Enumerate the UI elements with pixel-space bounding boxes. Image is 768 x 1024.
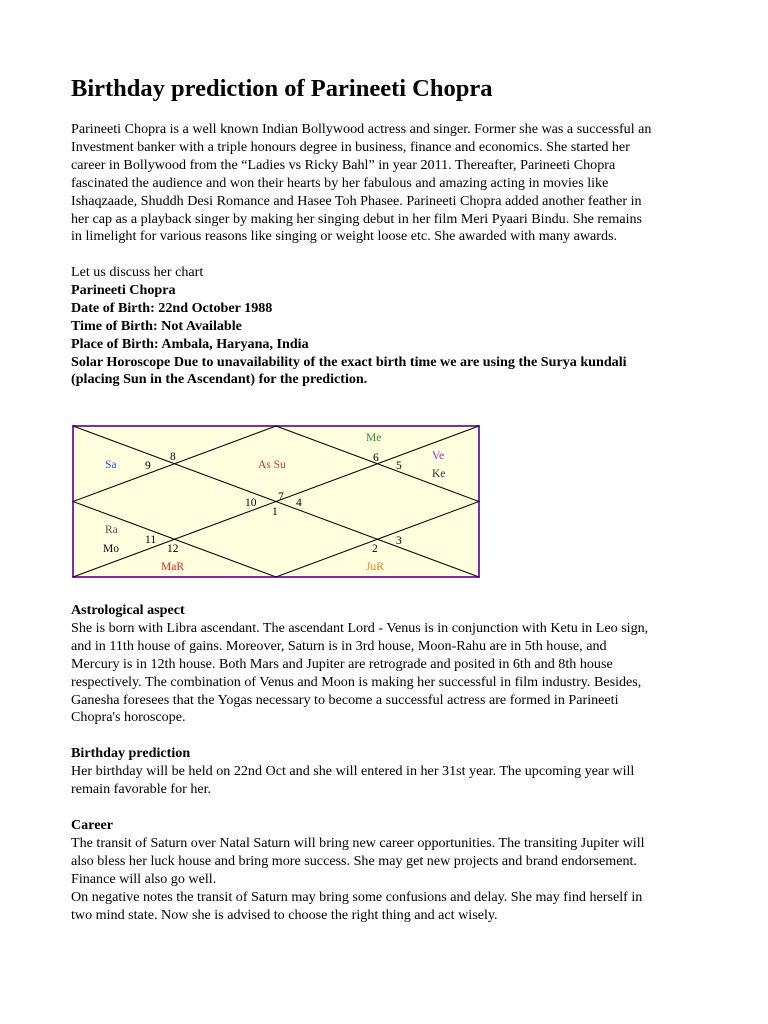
time-of-birth: Time of Birth: Not Available [71,317,242,334]
planet-label-mar: MaR [161,561,184,573]
house-number: 9 [145,460,151,472]
section-line: On negative notes the transit of Saturn may bring some confusions and delay. She may find herself in [71,888,643,905]
section-line: respectively. The combination of Venus and Moon is making her successful in film industry. Besides, [71,673,642,690]
planet-label-as-su: As Su [258,459,286,471]
kundali-chart [72,425,480,578]
intro-line: her cap as a playback singer by making her singing debut in her film Meri Pyaari Bindu. She remains [71,210,643,227]
section-heading: Career [71,817,113,833]
house-number: 12 [167,543,179,555]
section-heading: Birthday prediction [71,745,191,761]
birthday-prediction-section [71,745,711,799]
section-line: She is born with Libra ascendant. The ascendant Lord - Venus is in conjunction with Ketu in Leo sign, [71,619,649,636]
date-of-birth: Date of Birth: 22nd October 1988 [71,299,273,316]
house-number: 3 [396,535,402,547]
page-title: Birthday prediction of Parineeti Chopra [71,75,493,102]
section-line: Ganesha foresees that the Yogas necessary to become a successful actress are formed in Parineeti [71,691,619,708]
section-line: Mercury is in 12th house. Both Mars and Jupiter are retrograde and posited in 6th and 8th house [71,655,613,672]
house-number: 2 [372,543,378,555]
house-number: 7 [278,491,284,503]
house-number: 5 [396,460,402,472]
planet-label-mo: Mo [103,543,119,555]
career-section [71,817,711,924]
section-line: The transit of Saturn over Natal Saturn will bring new career opportunities. The transiting Jupiter will [71,834,645,851]
section-heading: Astrological aspect [71,602,185,618]
intro-line: Ishaqzaade, Shuddh Desi Romance and Hasee Toh Phasee. Parineeti Chopra added another feather in [71,192,642,209]
intro-paragraph [71,121,711,246]
planet-label-ke: Ke [432,468,446,480]
intro-line: career in Bollywood from the “Ladies vs Ricky Bahl” in year 2011. Thereafter, Parineeti Chopra [71,156,616,173]
section-line: two mind state. Now she is advised to choose the right thing and act wisely. [71,906,498,923]
intro-line: Investment banker with a triple honours degree in business, finance and economics. She started her [71,138,630,155]
house-number: 8 [170,451,176,463]
section-line: remain favorable for her. [71,780,212,797]
astrological-aspect-section [71,602,711,727]
section-line: also bless her luck house and bring more success. She may get new projects and brand endorsement. [71,852,637,869]
section-line: Her birthday will be held on 22nd Oct and she will entered in her 31st year. The upcoming year will [71,762,635,779]
house-number: 6 [373,452,379,464]
chart-details [71,264,711,389]
planet-label-jur: JuR [366,561,384,573]
place-of-birth: Place of Birth: Ambala, Haryana, India [71,335,309,352]
intro-line: Parineeti Chopra is a well known Indian Bollywood actress and singer. Former she was a successful an [71,121,652,137]
house-number: 11 [145,534,157,546]
planet-label-ve: Ve [432,450,445,462]
person-name: Parineeti Chopra [71,281,176,298]
planet-label-sa: Sa [105,459,117,471]
intro-line: fascinated the audience and won their hearts by her fabulous and amazing acting in movies like [71,174,609,191]
house-number: 10 [245,497,257,509]
house-number: 4 [296,497,302,509]
intro-line: in limelight for various reasons like singing or weight loose etc. She awarded with many awards. [71,228,618,245]
chart-intro-text: Let us discuss her chart [71,264,204,280]
solar-horoscope-note: (placing Sun in the Ascendant) for the prediction. [71,371,368,388]
section-line: Chopra's horoscope. [71,709,186,726]
house-number: 1 [272,506,278,518]
section-line: Finance will also go well. [71,870,217,887]
planet-label-me: Me [366,432,382,444]
section-line: and in 11th house of gains. Moreover, Saturn is in 3rd house, Moon-Rahu are in 5th house, and [71,637,607,654]
solar-horoscope-note: Solar Horoscope Due to unavailability of the exact birth time we are using the Surya kundali [71,353,627,370]
planet-label-ra: Ra [105,524,118,536]
